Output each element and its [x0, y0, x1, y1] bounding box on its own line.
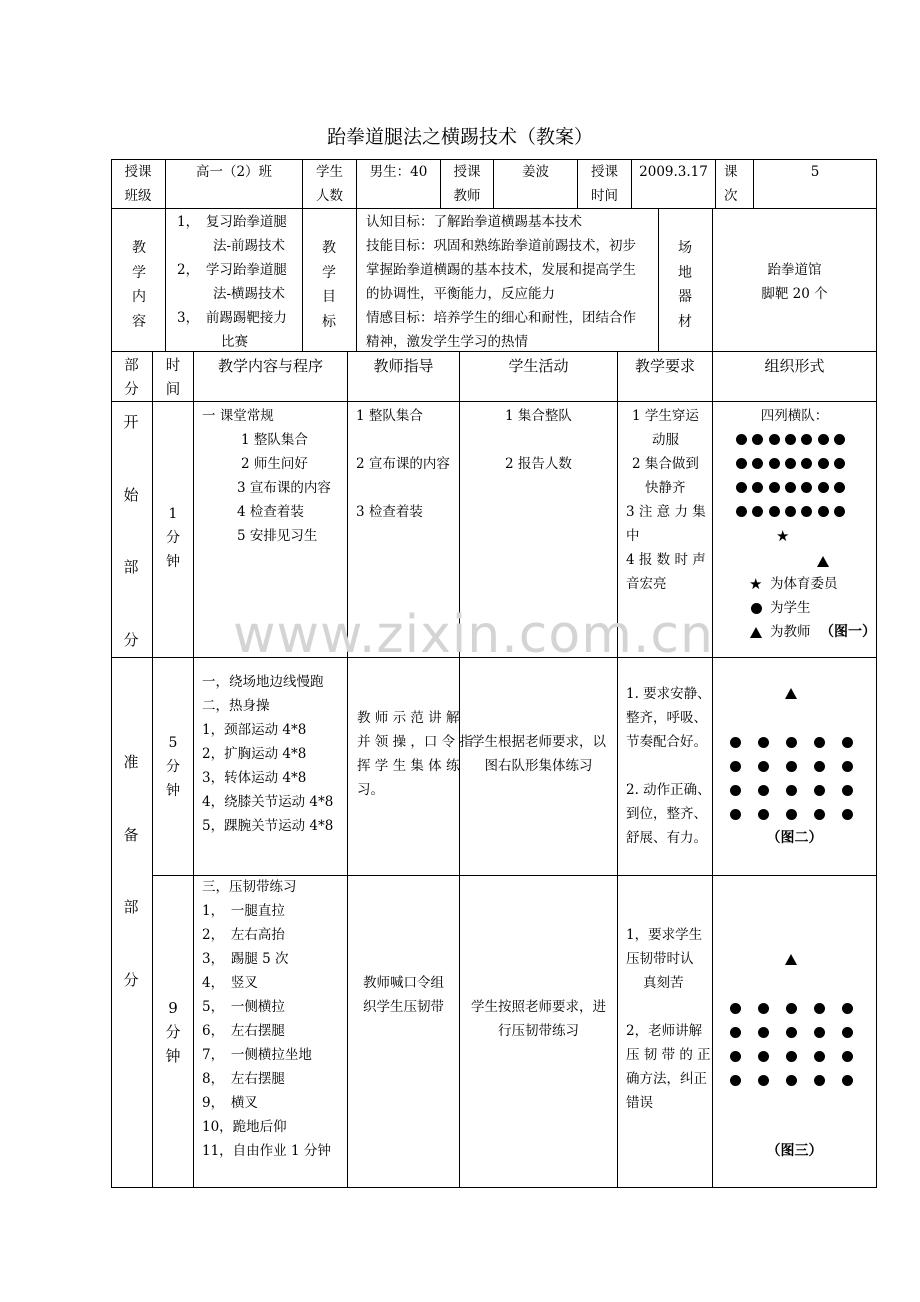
student-dot	[730, 1003, 741, 1014]
student-dot	[785, 458, 796, 469]
student-dot	[769, 434, 780, 445]
student-dot	[842, 1003, 853, 1014]
student-dot	[758, 785, 769, 796]
student-dot	[758, 1027, 769, 1038]
triangle-icon	[785, 954, 797, 965]
legend-tri-label: 为教师	[770, 624, 811, 640]
student-dot	[814, 761, 825, 772]
lesson-value: 5	[810, 164, 820, 180]
student-dot	[752, 506, 763, 517]
student-dot	[786, 737, 797, 748]
student-dot	[758, 1075, 769, 1086]
teacher-value: 姜波	[522, 164, 549, 180]
lesson-label: 课 次	[724, 164, 738, 204]
student-dot	[736, 434, 747, 445]
student-dot	[786, 761, 797, 772]
col-header-part: 部 分	[124, 358, 139, 398]
student-dot	[801, 458, 812, 469]
student-dot	[758, 809, 769, 820]
student-dot	[814, 1051, 825, 1062]
student-dot	[834, 506, 845, 517]
student-dot	[842, 761, 853, 772]
student-dot	[758, 1051, 769, 1062]
student-dot	[736, 506, 747, 517]
document-title: 跆拳道腿法之横踢技术（教案）	[326, 126, 593, 148]
student-dot	[801, 482, 812, 493]
student-dot	[752, 482, 763, 493]
student-dot	[730, 785, 741, 796]
student-dot	[814, 1027, 825, 1038]
time-label: 授课 时间	[591, 164, 618, 204]
student-dot	[814, 737, 825, 748]
student-dot	[842, 785, 853, 796]
student-dot	[730, 1051, 741, 1062]
student-dot	[752, 434, 763, 445]
col-header-activity: 学生活动	[508, 357, 569, 375]
student-dot	[786, 1075, 797, 1086]
student-dot	[801, 434, 812, 445]
formation-title: 四列横队：	[760, 408, 829, 424]
student-dot	[785, 506, 796, 517]
student-dot	[842, 809, 853, 820]
student-dot	[769, 506, 780, 517]
student-dot	[769, 482, 780, 493]
time-value: 2009.3.17	[639, 164, 708, 180]
col-header-require: 教学要求	[634, 357, 695, 375]
col-header-time: 时 间	[165, 358, 181, 398]
prep-part-label: 准 备 部 分	[123, 753, 139, 989]
col-header-guide: 教师指导	[373, 357, 434, 375]
star-icon: ★	[776, 527, 790, 545]
student-dot	[785, 482, 796, 493]
start-time: 1 分 钟	[166, 506, 180, 570]
student-dot	[818, 434, 829, 445]
legend-dot-label: 为学生	[770, 600, 811, 616]
students-label: 学生 人数	[316, 164, 343, 204]
student-dot	[814, 1075, 825, 1086]
student-dot	[834, 458, 845, 469]
student-dot	[818, 482, 829, 493]
triangle-icon	[750, 627, 762, 638]
triangle-icon	[785, 688, 797, 699]
equipment-label: 场 地 器 材	[678, 240, 692, 330]
student-dot	[730, 737, 741, 748]
dot-icon	[751, 603, 762, 614]
content-label: 教 学 内 容	[132, 240, 146, 330]
prep-row2-time: 9 分 钟	[165, 999, 181, 1065]
student-dot	[758, 737, 769, 748]
student-dot	[818, 458, 829, 469]
teacher-label: 授课 教师	[453, 164, 481, 204]
student-dot	[730, 809, 741, 820]
student-dot	[834, 434, 845, 445]
figure-3-caption: （图三）	[766, 1143, 823, 1159]
goals-label: 教 学 目 标	[322, 240, 336, 330]
student-dot	[842, 1027, 853, 1038]
student-dot	[786, 1051, 797, 1062]
student-dot	[785, 434, 796, 445]
student-dot	[786, 785, 797, 796]
equipment-value-2: 脚靶 20 个	[761, 286, 828, 302]
student-dot	[736, 482, 747, 493]
students-value: 男生：40	[369, 164, 428, 180]
student-dot	[814, 809, 825, 820]
student-dot	[842, 1051, 853, 1062]
prep-row1-time: 5 分 钟	[166, 735, 180, 799]
student-dot	[769, 458, 780, 469]
student-dot	[786, 1003, 797, 1014]
student-dot	[786, 1027, 797, 1038]
student-dot	[801, 506, 812, 517]
student-dot	[818, 506, 829, 517]
star-icon: ★	[749, 575, 763, 593]
student-dot	[730, 761, 741, 772]
col-header-content: 教学内容与程序	[217, 357, 323, 375]
student-dot	[842, 737, 853, 748]
student-dot	[786, 809, 797, 820]
student-dot	[814, 785, 825, 796]
equipment-value-1: 跆拳道馆	[767, 262, 822, 278]
student-dot	[814, 1003, 825, 1014]
figure-1-caption: （图一）	[820, 624, 876, 640]
student-dot	[758, 1003, 769, 1014]
watermark: www.zixin.com.cn	[233, 605, 714, 665]
col-header-form: 组织形式	[764, 357, 825, 375]
class-label: 授课 班级	[124, 164, 152, 204]
student-dot	[730, 1075, 741, 1086]
start-part-label: 开 始 部 分	[123, 413, 139, 649]
student-dot	[752, 458, 763, 469]
student-dot	[736, 458, 747, 469]
student-dot	[758, 761, 769, 772]
figure-2-caption: （图二）	[766, 830, 823, 846]
legend-star-label: 为体育委员	[770, 576, 838, 592]
student-dot	[730, 1027, 741, 1038]
student-dot	[834, 482, 845, 493]
triangle-icon	[817, 556, 829, 567]
student-dot	[842, 1075, 853, 1086]
class-value: 高一（2）班	[195, 164, 273, 180]
